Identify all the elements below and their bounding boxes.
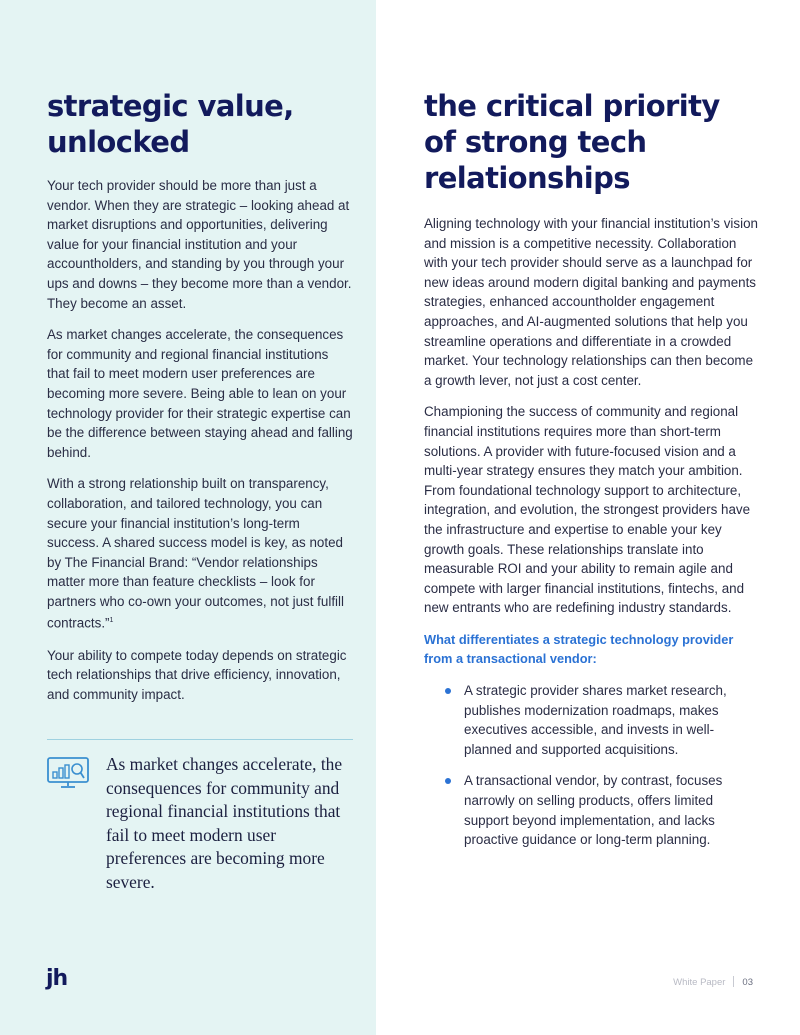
right-heading-line-1: the critical priority xyxy=(424,89,720,123)
left-heading xyxy=(47,88,353,160)
right-column xyxy=(424,88,760,862)
footer-separator xyxy=(733,976,734,987)
differentiator-list xyxy=(424,681,760,850)
left-heading-line-2: unlocked xyxy=(47,125,190,159)
right-paragraph-2: Championing the success of community and regional financial institutions requires more than short-term solutions. A provider with future-focused vision and a multi-year strategy ensures they match your ambition. From foundational technology support to architecture, integration, and evolution, the strongest providers have the infrastructure and expertise to enable your key growth goals. These relationships translate into measurable ROI and your ability to remain agile and compete with larger financial institutions, fintechs, and new entrants who are redefining industry standards. xyxy=(424,404,751,616)
monitor-chart-magnifier-icon xyxy=(47,757,91,789)
left-paragraph-1: Your tech provider should be more than just a vendor. When they are strategic – looking ahead at market disruptions and opportunities, delivering value for your financial institution and your accountholders, and standing by you through your ups and downs – they become more than a vendor. They become an asset. xyxy=(47,178,352,311)
left-column xyxy=(47,88,353,716)
footnote-marker: 1 xyxy=(109,617,114,625)
right-heading-line-2: of strong tech xyxy=(424,125,647,159)
left-heading-line-1: strategic value, xyxy=(47,89,294,123)
pullquote-divider xyxy=(47,739,353,740)
left-paragraph-2: As market changes accelerate, the consequences for community and regional financial institutions that fail to meet modern user preferences are becoming more severe. Being able to lean on your technology provider for their strategic expertise can be the difference between staying ahead and falling behind. xyxy=(47,327,353,460)
left-paragraph-3-text: With a strong relationship built on transparency, collaboration, and tailored technology, you can secure your financial institution’s long-term success. A shared success model is key, as noted by The Financial Brand: “Vendor relationships matter more than feature checklists – look for partners who co-own your outcomes, not just fulfill contracts.” xyxy=(47,476,344,631)
left-paragraph-4: Your ability to compete today depends on strategic tech relationships that drive efficiency, innovation, and community impact. xyxy=(47,647,347,702)
list-item: A strategic provider shares market research, publishes modernization roadmaps, makes executives accessible, and invests in well-planned and supported acquisitions. xyxy=(464,681,760,759)
differentiator-subheading: What differentiates a strategic technology provider from a transactional vendor: xyxy=(424,631,734,667)
left-paragraph-3 xyxy=(47,474,353,633)
jh-logo: jh xyxy=(46,966,68,991)
list-item: A transactional vendor, by contrast, focuses narrowly on selling products, offers limited support beyond implementation, and lacks proactive guidance or long-term planning. xyxy=(464,771,760,849)
right-heading-line-3: relationships xyxy=(424,161,630,195)
page-number: 03 xyxy=(742,977,753,988)
document-type-label: White Paper xyxy=(673,977,726,988)
right-heading xyxy=(424,88,760,196)
right-paragraph-1: Aligning technology with your financial institution’s vision and mission is a competitive necessity. Collaboration with your tech provider should serve as a launchpad for new ideas around modern digital banking and payments strategies, enhanced accountholder engagement approaches, and AI-augmented solutions that help you streamline operations and differentiate in a crowded market. Your technology relationships can then become a growth lever, not just a cost center. xyxy=(424,216,758,388)
pullquote: As market changes accelerate, the consequences for community and regional financial institutions that fail to meet modern user preferences are becoming more severe. xyxy=(106,754,343,892)
page-footer xyxy=(673,976,753,988)
